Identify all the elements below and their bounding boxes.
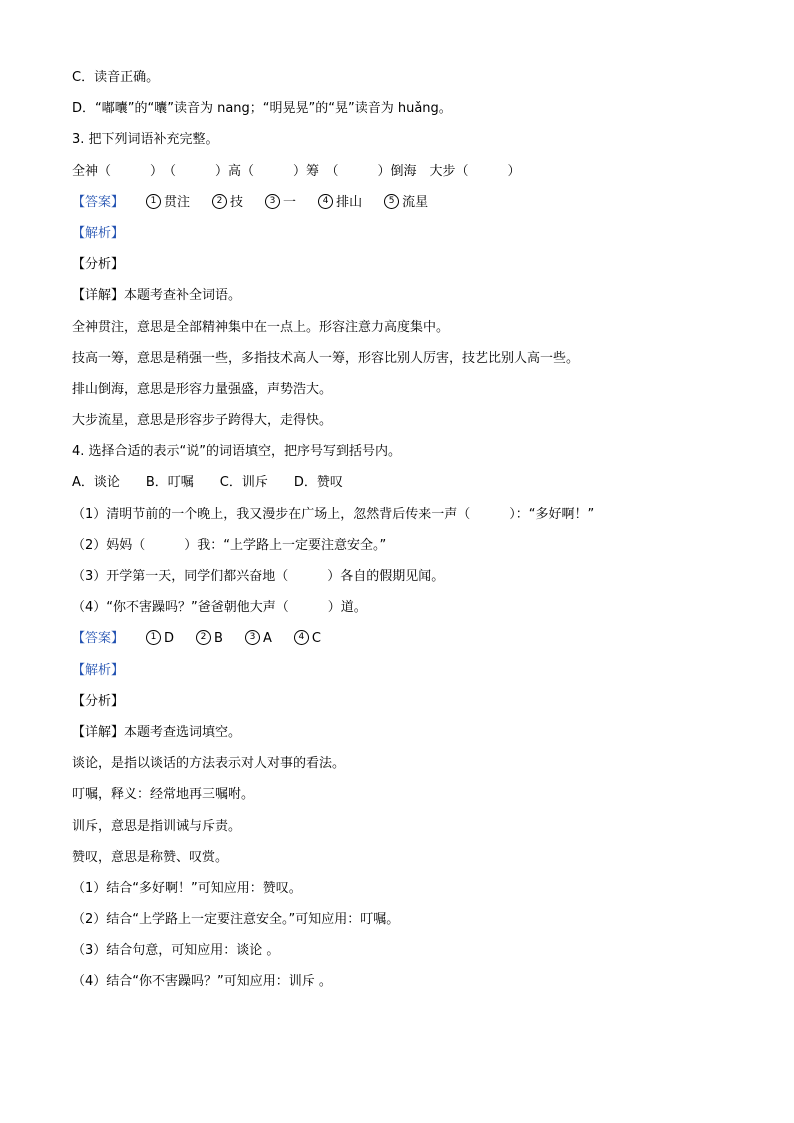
circled-number: 4 xyxy=(318,194,333,209)
circled-number: 4 xyxy=(294,630,309,645)
text-line: 大步流星，意思是形容步子跨得大，走得快。 xyxy=(72,413,333,429)
circled-number: 1 xyxy=(146,194,161,209)
text-line: 叮嘱，释义：经常地再三嘱咐。 xyxy=(72,787,255,803)
answer-item xyxy=(294,623,321,654)
answer-text: A xyxy=(262,631,272,647)
document-page xyxy=(72,62,732,998)
text-line: 排山倒海，意思是形容力量强盛，声势浩大。 xyxy=(72,381,333,397)
answer-text: 贯注 xyxy=(164,194,191,210)
answer-item xyxy=(196,623,223,654)
answer-item xyxy=(212,187,243,218)
answer-line xyxy=(72,187,732,218)
analysis-heading xyxy=(72,218,732,249)
circled-number: 2 xyxy=(212,194,227,209)
answer-item xyxy=(245,623,272,654)
answer-text: C xyxy=(311,631,321,647)
circled-number: 5 xyxy=(384,194,399,209)
answer-item xyxy=(146,623,174,654)
circled-number: 3 xyxy=(265,194,280,209)
text-line: 【分析】 xyxy=(72,693,125,709)
analysis-heading xyxy=(72,655,732,686)
text-line: C．读音正确。 xyxy=(72,70,160,85)
section-tag: 【解析】 xyxy=(72,225,125,241)
circled-number: 1 xyxy=(146,630,161,645)
answer-item xyxy=(384,187,428,218)
detail-line xyxy=(72,717,732,748)
answer-line xyxy=(72,623,732,654)
detail-text: 本题考查选词填空。 xyxy=(124,724,242,740)
answer-text: D xyxy=(164,631,175,647)
detail-tag: 【详解】 xyxy=(72,724,125,740)
text-line: 3. 把下列词语补充完整。 xyxy=(72,132,219,148)
text-line: 【分析】 xyxy=(72,257,125,273)
answer-tag: 【答案】 xyxy=(72,194,125,210)
answer-item xyxy=(318,187,362,218)
section-tag: 【解析】 xyxy=(72,662,125,678)
text-line: 全神（ ） （ ）高（ ）筹 （ ）倒海 大步（ ） xyxy=(72,163,521,179)
detail-line xyxy=(72,280,732,311)
text-line: （4）“你不害躁吗？”爸爸朝他大声（ ）道。 xyxy=(72,600,367,616)
answer-item xyxy=(146,187,190,218)
text-line: 4. 选择合适的表示“说”的词语填空，把序号写到括号内。 xyxy=(72,444,402,460)
answer-text: 技 xyxy=(230,194,244,210)
answer-item xyxy=(265,187,296,218)
detail-text: 本题考查补全词语。 xyxy=(124,288,242,304)
answer-text: B xyxy=(214,631,223,647)
text-line: 赞叹，意思是称赞、叹赏。 xyxy=(72,849,229,865)
text-line: （1）清明节前的一个晚上，我又漫步在广场上，忽然背后传来一声（ ）：“多好啊！” xyxy=(72,506,595,522)
circled-number: 2 xyxy=(196,630,211,645)
text-line: （4）结合“你不害躁吗？”可知应用：训斥 。 xyxy=(72,974,332,990)
text-line: （2）结合“上学路上一定要注意安全。”可知应用：叮嘱。 xyxy=(72,912,400,928)
text-line: A．谈论 B．叮嘱 C．训斥 D．赞叹 xyxy=(72,475,343,491)
text-line: D．“嘟囔”的“囔”读音为 nang；“明晃晃”的“晃”读音为 huǎng。 xyxy=(72,101,452,117)
text-line: （3）开学第一天，同学们都兴奋地（ ）各自的假期见闻。 xyxy=(72,569,445,584)
text-line: 技高一筹，意思是稍强一些，多指技术高人一筹，形容比别人厉害，技艺比别人高一些。 xyxy=(72,350,580,366)
answer-tag: 【答案】 xyxy=(72,631,125,647)
text-line: 全神贯注，意思是全部精神集中在一点上。形容注意力高度集中。 xyxy=(72,319,450,335)
answer-text: 排山 xyxy=(336,194,363,210)
circled-number: 3 xyxy=(245,630,260,645)
text-line: （3）结合句意，可知应用：谈论 。 xyxy=(72,943,280,959)
detail-tag: 【详解】 xyxy=(72,288,125,304)
text-line: 训斥，意思是指训诫与斥责。 xyxy=(72,818,242,834)
text-line: （2）妈妈（ ）我：“上学路上一定要注意安全。” xyxy=(72,537,387,553)
text-line: （1）结合“多好啊！”可知应用：赞叹。 xyxy=(72,880,302,896)
text-line: 谈论，是指以谈话的方法表示对人对事的看法。 xyxy=(72,756,346,772)
answer-text: 一 xyxy=(283,194,297,210)
answer-text: 流星 xyxy=(402,194,429,210)
